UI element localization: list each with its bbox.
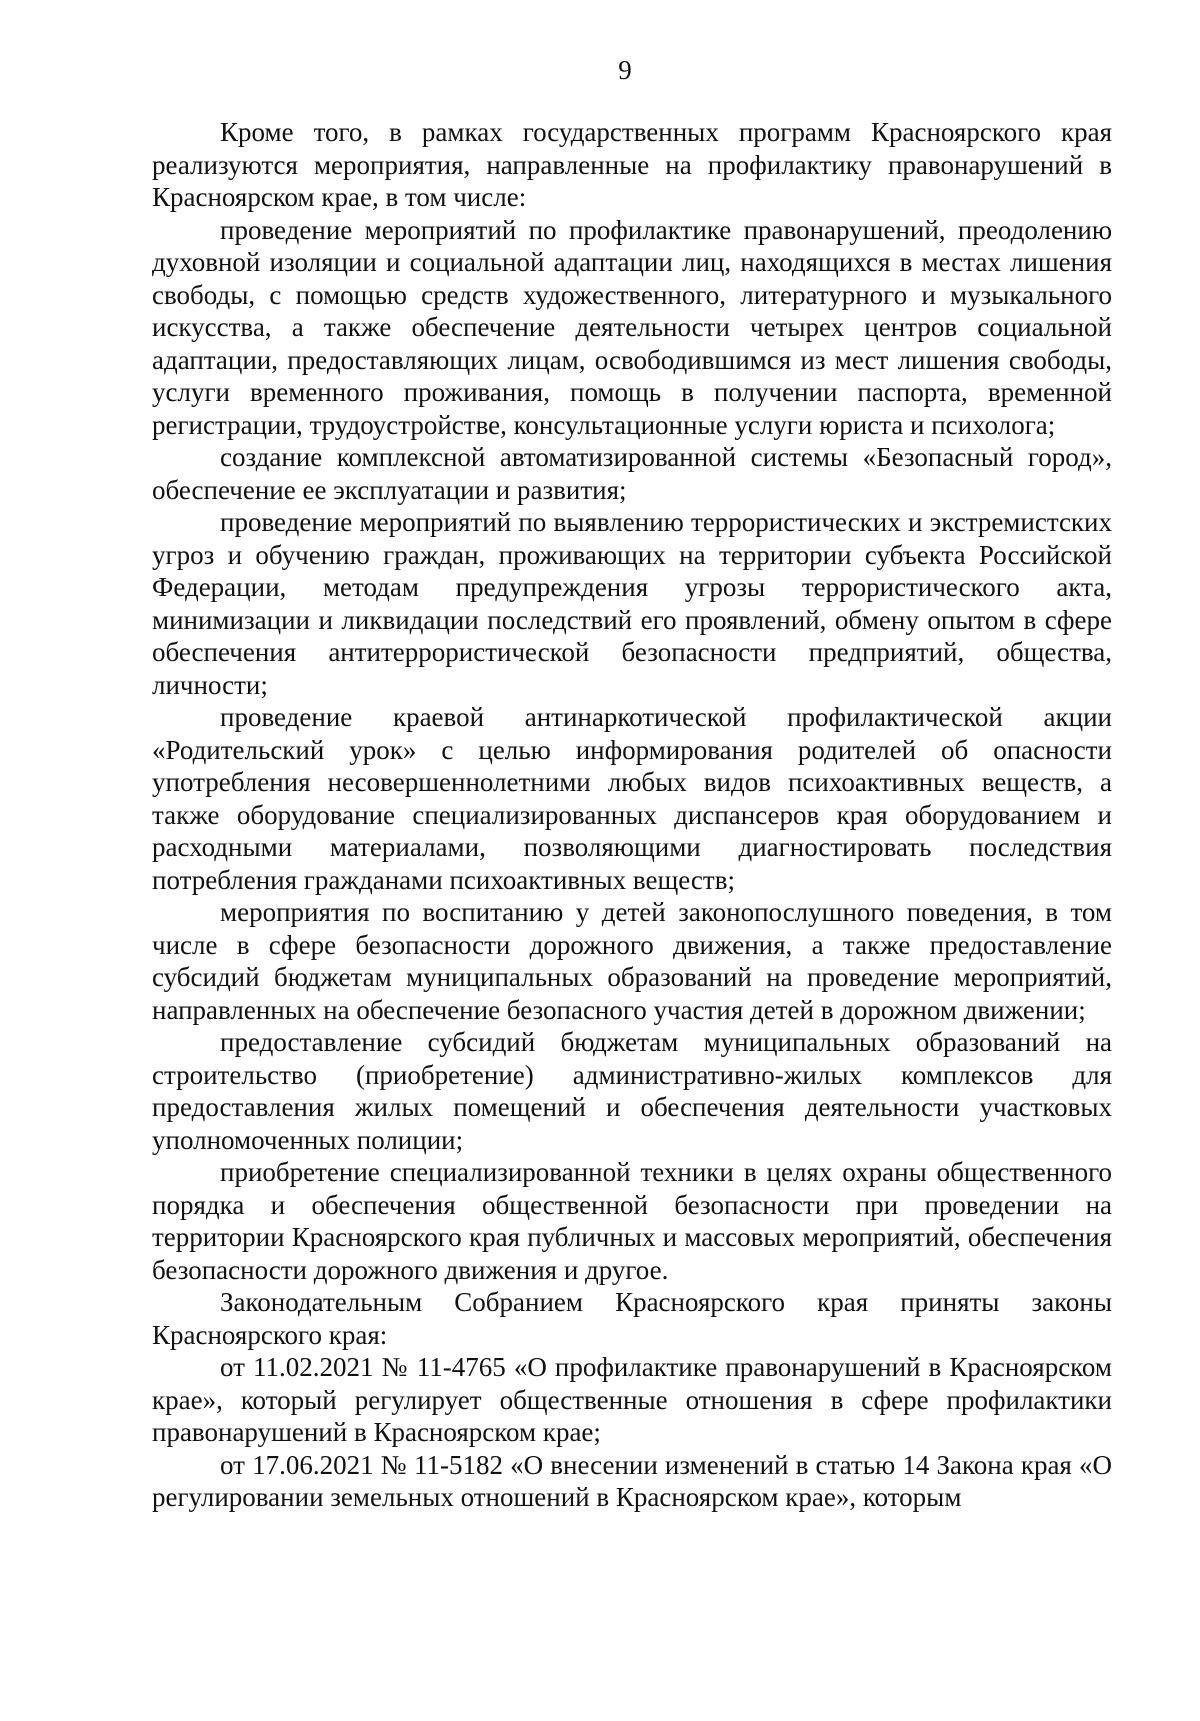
paragraph-intro: Кроме того, в рамках государственных программ Красноярского края реализуются мероприятия, направленные на профилактику правонарушений в Красноярском крае, в том числе: [152,117,1112,212]
paragraph-crime-prevention-measures: проведение мероприятий по профилактике правонарушений, преодолению духовной изоляции и социальной адаптации лиц, находящихся в местах лишения свободы, с помощью средств художественного, литературного и музыкального искусства, а также обеспечение деятельности четырех центров социальной адаптации, предоставляющих лицам, освободившимся из мест лишения свободы, услуги временного проживания, помощь в получении паспорта, временной регистрации, трудоустройстве, консультационные услуги юриста и психолога; [152,214,1112,440]
paragraph-law-11-4765: от 11.02.2021 № 11-4765 «О профилактике правонарушений в Красноярском крае», который регулирует общественные отношения в сфере профилактики правонарушений в Красноярском крае; [152,1352,1112,1447]
document-body [152,116,1112,1514]
paragraph-safe-city-system: создание комплексной автоматизированной системы «Безопасный город», обеспечение ее эксплуатации и развития; [152,442,1112,505]
paragraph-police-housing-subsidies: предоставление субсидий бюджетам муниципальных образований на строительство (приобретение) административно-жилых комплексов для предоставления жилых помещений и обеспечения деятельности участковых уполномоченных полиции; [152,1027,1112,1155]
paragraph-antidrug-campaign: проведение краевой антинаркотической профилактической акции «Родительский урок» с целью информирования родителей об опасности употребления несовершеннолетними любых видов психоактивных веществ, а также оборудование специализированных диспансеров края оборудованием и расходными материалами, позволяющими диагностировать последствия потребления гражданами психоактивных веществ; [152,702,1112,895]
paragraph-terrorism-prevention: проведение мероприятий по выявлению террористических и экстремистских угроз и обучению граждан, проживающих на территории субъекта Российской Федерации, методам предупреждения угрозы террористического акта, минимизации и ликвидации последствий его проявлений, обмену опытом в сфере обеспечения антитеррористической безопасности предприятий, общества, личности; [152,507,1112,700]
paragraph-child-road-safety: мероприятия по воспитанию у детей законопослушного поведения, в том числе в сфере безопасности дорожного движения, а также предоставление субсидий бюджетам муниципальных образований на проведение мероприятий, направленных на обеспечение безопасного участия детей в дорожном движении; [152,897,1112,1025]
paragraph-special-equipment: приобретение специализированной техники в целях охраны общественного порядка и обеспечения общественной безопасности при проведении на территории Красноярского края публичных и массовых мероприятий, обеспечения безопасности дорожного движения и другое. [152,1157,1112,1285]
paragraph-laws-adopted: Законодательным Собранием Красноярского края приняты законы Красноярского края: [152,1287,1112,1350]
page-number: 9 [618,55,632,85]
paragraph-law-11-5182: от 17.06.2021 № 11-5182 «О внесении изменений в статью 14 Закона края «О регулировании земельных отношений в Красноярском крае», которым [152,1449,1112,1512]
